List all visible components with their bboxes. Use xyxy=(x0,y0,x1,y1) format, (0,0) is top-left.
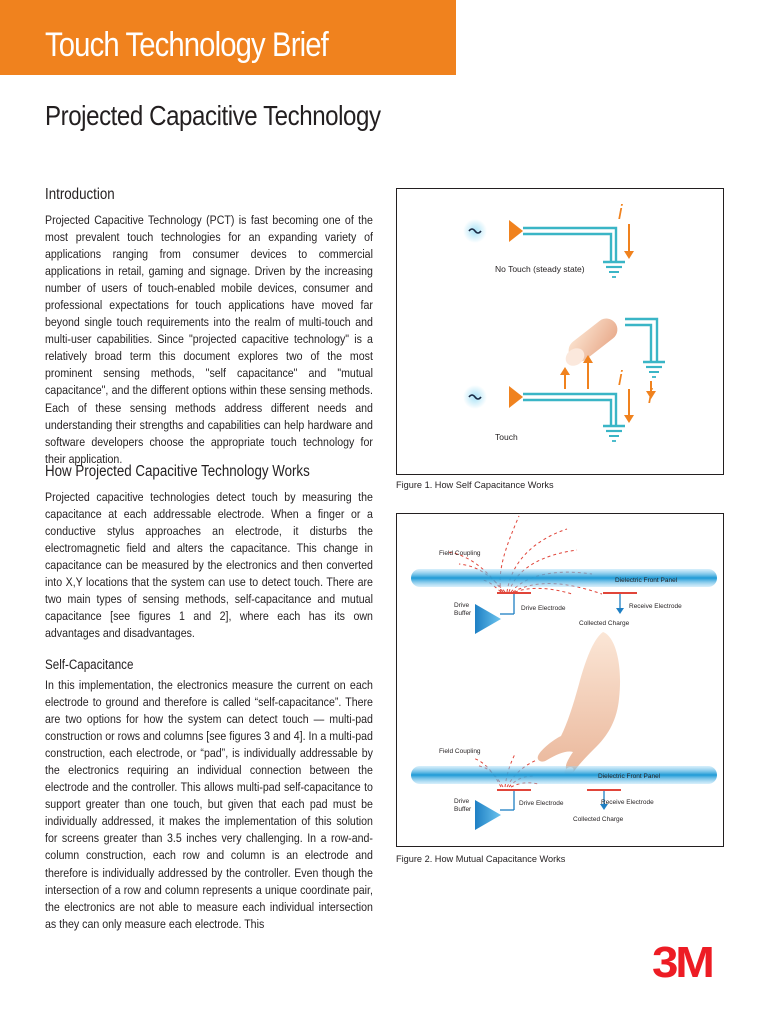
driver-arrow-icon xyxy=(509,386,523,408)
figure-2-caption: Figure 2. How Mutual Capacitance Works xyxy=(396,854,566,864)
drive-buffer-label: Buffer xyxy=(454,806,472,813)
figure-2 xyxy=(396,513,724,847)
touch-circuit xyxy=(463,314,665,442)
banner-title: Touch Technology Brief xyxy=(45,26,328,64)
drive-electrode-label: Drive Electrode xyxy=(519,800,564,807)
intro-heading: Introduction xyxy=(45,186,115,203)
hand-icon xyxy=(538,632,620,777)
drive-buffer-label: Drive xyxy=(454,602,470,609)
dielectric-label: Dielectric Front Panel xyxy=(615,577,678,584)
figure-2-diagram xyxy=(397,514,723,846)
how-paragraph: Projected capacitive technologies detect touch by measuring the capacitance at each addressable electrode. When a finger or a conductive stylus approaches an electrode, it disturbs the electromagnetic field and alters the capacitance. This change in capacitance can be measured by the electronics and then converted into X,Y locations that the system can use to detect touch. There are two main types of sensing methods, self-capacitance and mutual capacitance [see figures 1 and 2], where each has its own advantages and disadvantages. xyxy=(45,490,373,641)
header-banner xyxy=(0,0,456,75)
finger-icon xyxy=(562,314,622,369)
how-heading: How Projected Capacitive Technology Works xyxy=(45,463,310,480)
page-title: Projected Capacitive Technology xyxy=(45,100,381,131)
drive-buffer-icon xyxy=(475,800,501,830)
no-touch-circuit xyxy=(463,202,634,277)
receive-electrode-label: Receive Electrode xyxy=(629,603,682,610)
drive-buffer-label: Drive xyxy=(454,798,470,805)
current-symbol: i xyxy=(648,386,653,408)
self-cap-heading: Self-Capacitance xyxy=(45,657,134,672)
touch-label: Touch xyxy=(495,432,518,442)
dielectric-panel xyxy=(411,766,717,784)
receive-electrode-label: Receive Electrode xyxy=(601,799,654,806)
driver-arrow-icon xyxy=(509,220,523,242)
mutual-no-touch xyxy=(411,516,717,634)
field-coupling-label: Field Coupling xyxy=(439,748,481,755)
drive-buffer-label: Buffer xyxy=(454,610,472,617)
3m-logo: 3M xyxy=(652,938,712,987)
collected-charge-label: Collected Charge xyxy=(573,816,624,823)
collected-charge-label: Collected Charge xyxy=(579,620,630,627)
figure-1-diagram xyxy=(397,189,723,474)
no-touch-label: No Touch (steady state) xyxy=(495,264,585,274)
mutual-touch xyxy=(411,748,717,830)
dielectric-label: Dielectric Front Panel xyxy=(598,773,661,780)
drive-electrode-label: Drive Electrode xyxy=(521,605,566,612)
current-symbol: i xyxy=(618,202,623,224)
current-symbol: i xyxy=(618,368,623,390)
field-coupling-label: Field Coupling xyxy=(439,550,481,557)
figure-1 xyxy=(396,188,724,475)
intro-paragraph: Projected Capacitive Technology (PCT) is fast becoming one of the most prevalent touch technologies for an expanding variety of applications ranging from consumer devices to commercial applications in retail, gaming and signage. Driven by the increasing number of users of touch-enabled mobile devices, consumer and professional expectations for touch applications have moved far beyond single touch requirements into the realm of multi-touch and multi-user capabilities. Since "projected capacitive technology" is a relatively broad term this document explores two of the most prominent sensing methods, "self capacitance" and "mutual capacitance", and the different options within these sensing methods. Each of these sensing methods address different needs and understanding their strengths and capabilities can help hardware and software developers choose the appropriate touch technology for their application. xyxy=(45,213,373,466)
self-cap-paragraph: In this implementation, the electronics measure the current on each electrode to ground and therefore is called “self-capacitance”. There are two options for how the system can detect touch — multi-pad construction or rows and columns [see figures 3 and 4]. In a multi-pad construction, each electrode, or “pad”, is individually addressable by the electronics requiring an individual connection between the electrode and the controller. This allows multi-pad self-capacitance to support greater than one touch, but given that each pad must be individually addressed, it makes the implementation of this solution for screens greater than 3.5 inches very challenging. In a row-and-column construction, each row and column is an electrode and therefore is individually addressed by the controller. Even though the intersection of a row and column represents a unique coordinate pair, the electronics are not able to measure each individual intersection as they can only measure each electrode. This xyxy=(45,678,373,931)
figure-1-caption: Figure 1. How Self Capacitance Works xyxy=(396,480,554,490)
drive-buffer-icon xyxy=(475,604,501,634)
